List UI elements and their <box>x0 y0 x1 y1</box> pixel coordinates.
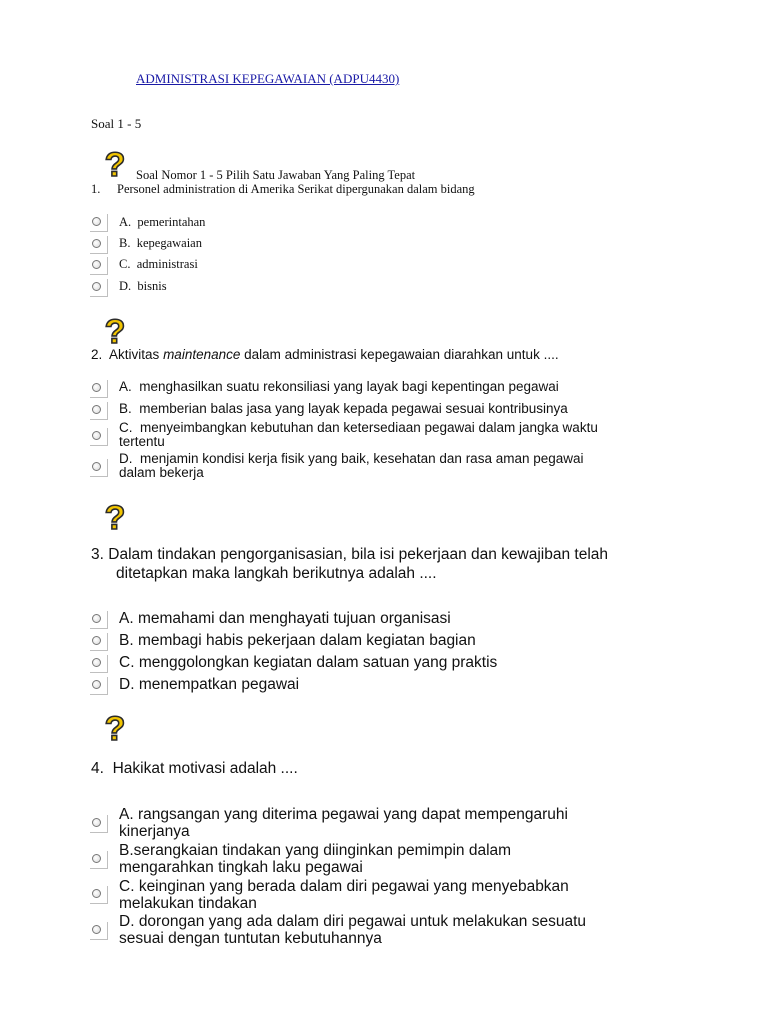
option-label: A. menghasilkan suatu rekonsiliasi yang layak bagi kepentingan pegawai <box>119 379 559 394</box>
svg-text:?: ? <box>104 313 126 347</box>
option-label: C. keinginan yang berada dalam diri pegawai yang menyebabkan melakukan tindakan <box>119 878 569 912</box>
option-label: C. menggolongkan kegiatan dalam satuan yang praktis <box>119 654 498 671</box>
question-range: Soal 1 - 5 <box>91 116 142 131</box>
radio-icon <box>92 383 101 392</box>
radio-option-4a[interactable] <box>90 815 108 833</box>
radio-icon <box>92 636 101 645</box>
radio-option-1a[interactable] <box>90 214 108 232</box>
question-4-text: 4. Hakikat motivasi adalah .... <box>91 760 298 777</box>
radio-icon <box>92 889 101 898</box>
radio-icon <box>92 680 101 689</box>
option-label: D. menjamin kondisi kerja fisik yang baik, kesehatan dan rasa aman pegawai dalam bekerja <box>119 451 584 480</box>
radio-option-2b[interactable] <box>90 402 108 420</box>
question-1-number: 1. <box>91 182 101 196</box>
radio-icon <box>92 405 101 414</box>
radio-icon <box>92 431 101 440</box>
radio-icon <box>92 658 101 667</box>
radio-option-4b[interactable] <box>90 851 108 869</box>
radio-option-3d[interactable] <box>90 677 108 695</box>
radio-icon <box>92 217 101 226</box>
radio-option-1c[interactable] <box>90 257 108 275</box>
svg-text:?: ? <box>104 499 126 533</box>
radio-icon <box>92 282 101 291</box>
radio-icon <box>92 462 101 471</box>
option-label: C. administrasi <box>119 257 198 271</box>
radio-option-4d[interactable] <box>90 922 108 940</box>
document-title[interactable]: ADMINISTRASI KEPEGAWAIAN (ADPU4430) <box>136 71 400 86</box>
option-label: D. bisnis <box>119 279 167 293</box>
question-mark-icon <box>100 710 130 744</box>
radio-icon <box>92 614 101 623</box>
question-1-text: Personel administration di Amerika Serikat dipergunakan dalam bidang <box>117 182 475 196</box>
question-3-text-line2: ditetapkan maka langkah berikutnya adalah .... <box>116 565 437 582</box>
option-label: B. memberian balas jasa yang layak kepada pegawai sesuai kontribusinya <box>119 401 568 416</box>
radio-option-2c[interactable] <box>90 428 108 446</box>
svg-text:?: ? <box>104 146 126 180</box>
radio-icon <box>92 239 101 248</box>
question-mark-icon <box>100 146 130 180</box>
question-mark-icon <box>100 499 130 533</box>
option-label: B. membagi habis pekerjaan dalam kegiatan bagian <box>119 632 476 649</box>
option-label: A. memahami dan menghayati tujuan organisasi <box>119 610 451 627</box>
question-2-text: 2. Aktivitas maintenance dalam administrasi kepegawaian diarahkan untuk .... <box>91 347 559 362</box>
radio-option-3b[interactable] <box>90 633 108 651</box>
question-mark-icon <box>100 313 130 347</box>
radio-option-2a[interactable] <box>90 380 108 398</box>
option-label: C. menyeimbangkan kebutuhan dan ketersediaan pegawai dalam jangka waktu tertentu <box>119 420 598 449</box>
radio-icon <box>92 925 101 934</box>
question-3-text: 3. Dalam tindakan pengorganisasian, bila isi pekerjaan dan kewajiban telah <box>91 546 609 563</box>
option-label: A. rangsangan yang diterima pegawai yang dapat mempengaruhi kinerjanya <box>119 806 568 840</box>
option-label: D. menempatkan pegawai <box>119 676 300 693</box>
section-instruction: Soal Nomor 1 - 5 Pilih Satu Jawaban Yang Paling Tepat <box>136 168 416 182</box>
option-label: B. kepegawaian <box>119 236 202 250</box>
radio-option-3c[interactable] <box>90 655 108 673</box>
radio-icon <box>92 818 101 827</box>
radio-icon <box>92 854 101 863</box>
radio-option-4c[interactable] <box>90 886 108 904</box>
option-label: B.serangkaian tindakan yang diinginkan pemimpin dalam mengarahkan tingkah laku pegawai <box>119 842 512 876</box>
option-label: A. pemerintahan <box>119 215 206 229</box>
svg-text:?: ? <box>104 710 126 744</box>
radio-icon <box>92 260 101 269</box>
radio-option-1d[interactable] <box>90 279 108 297</box>
radio-option-2d[interactable] <box>90 459 108 477</box>
radio-option-3a[interactable] <box>90 611 108 629</box>
radio-option-1b[interactable] <box>90 236 108 254</box>
option-label: D. dorongan yang ada dalam diri pegawai untuk melakukan sesuatu sesuai dengan tuntutan kebutuhannya <box>119 913 587 947</box>
